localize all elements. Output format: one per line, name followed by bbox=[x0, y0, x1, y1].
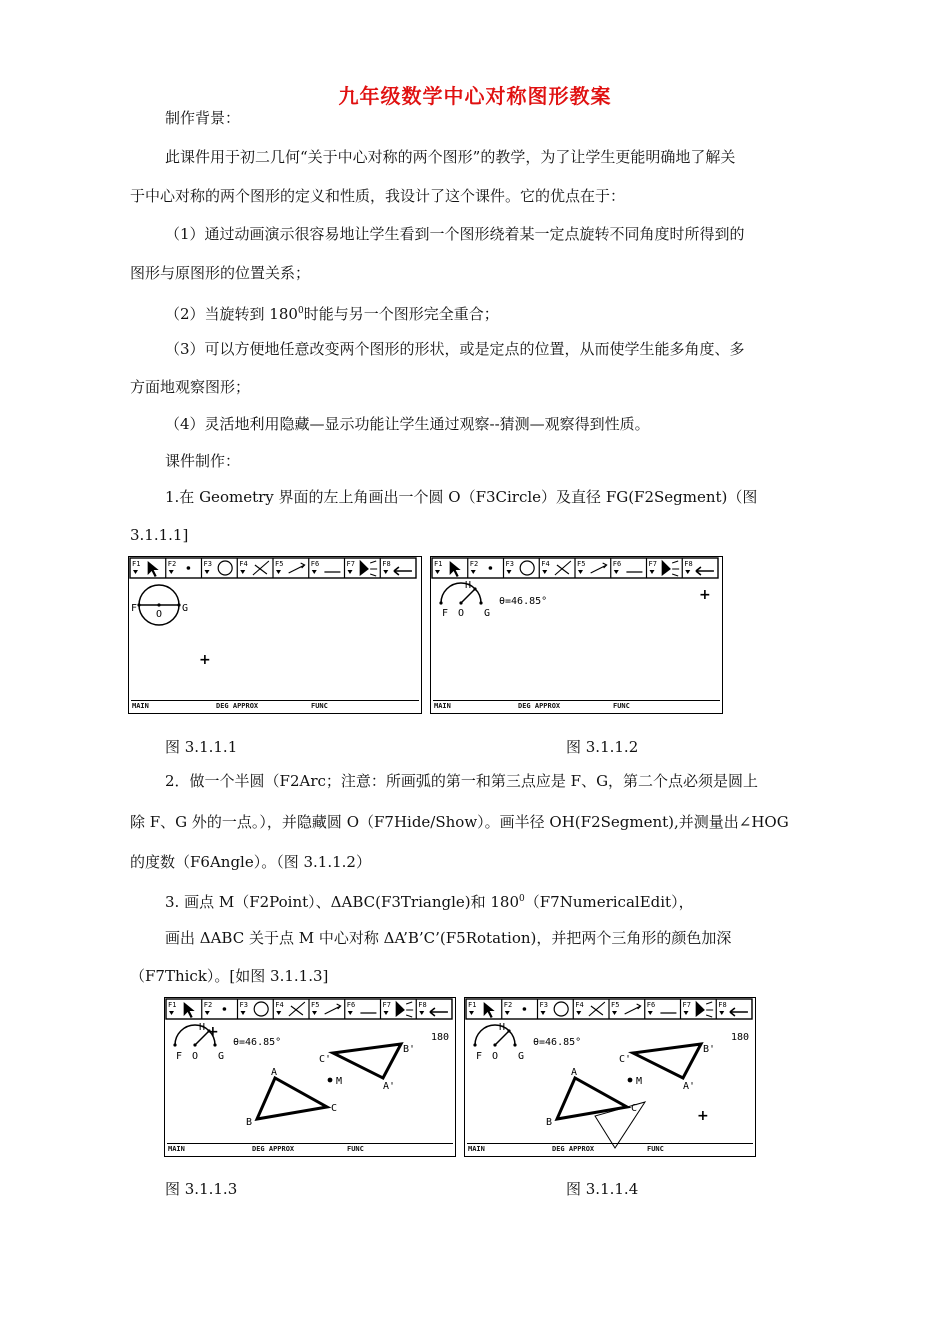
toolbar-key-f1[interactable]: F1 bbox=[132, 560, 141, 568]
toolbar-key-f8[interactable]: F8 bbox=[382, 560, 391, 568]
svg-text:H: H bbox=[465, 580, 472, 591]
svg-text:H: H bbox=[199, 1022, 206, 1033]
toolbar-key-f5[interactable]: F5 bbox=[275, 560, 284, 568]
pointer-icon bbox=[484, 1002, 495, 1018]
caption-fig1: 图 3.1.1.1 bbox=[165, 738, 238, 756]
svg-text:B: B bbox=[546, 1117, 553, 1128]
geometry-canvas-fig1 bbox=[129, 557, 420, 712]
svg-text:+: + bbox=[207, 1024, 219, 1040]
svg-text:B': B' bbox=[403, 1044, 416, 1055]
toolbar-key-f6[interactable]: F6 bbox=[612, 560, 622, 568]
toolbar-key-f8[interactable]: F8 bbox=[418, 1001, 427, 1009]
advantage-4: （4）灵活地利用隐藏—显示功能让学生通过观察--猜测—观察得到性质。 bbox=[165, 415, 650, 433]
svg-text:O: O bbox=[458, 608, 465, 619]
svg-text:B: B bbox=[246, 1117, 253, 1128]
svg-text:A: A bbox=[571, 1067, 578, 1078]
triangle-abc bbox=[257, 1078, 327, 1119]
document-title: 九年级数学中心对称图形教案 bbox=[338, 84, 612, 108]
toolbar-key-f7[interactable]: F7 bbox=[382, 1001, 391, 1009]
crosshair-cursor: + bbox=[199, 652, 211, 668]
svg-text:180: 180 bbox=[731, 1032, 750, 1043]
svg-text:O: O bbox=[492, 1051, 499, 1062]
section-heading-production: 课件制作： bbox=[165, 452, 241, 470]
svg-text:F: F bbox=[176, 1051, 183, 1062]
triangle-a2b2c2 bbox=[333, 1044, 401, 1078]
svg-text:G: G bbox=[218, 1051, 225, 1062]
calculator-screen-fig1: F1 F2 F3 F4 F5 F6 F7 F8 F O G + MAIN DEG APPROX FUNC bbox=[128, 556, 422, 714]
calculator-screen-fig4: F1 F2 F3 F4 F5 F6 F7 F8 H F O G θ=46.85° 180 M A B C A' B' C' + MAIN DEG APPROX FUNC bbox=[464, 997, 756, 1157]
svg-text:G: G bbox=[518, 1051, 525, 1062]
point-icon bbox=[187, 566, 191, 570]
circle-icon bbox=[218, 561, 232, 575]
pointer-icon bbox=[184, 1002, 195, 1018]
transformation-icon bbox=[591, 563, 607, 573]
label-o: O bbox=[156, 609, 163, 620]
svg-text:θ=46.85°: θ=46.85° bbox=[533, 1037, 582, 1048]
svg-text:H: H bbox=[499, 1022, 506, 1033]
pointer-icon bbox=[450, 561, 461, 577]
crosshair-cursor: + bbox=[699, 587, 711, 603]
svg-text:C: C bbox=[331, 1103, 338, 1114]
svg-text:θ=46.85°: θ=46.85° bbox=[233, 1037, 282, 1048]
construction-icon bbox=[253, 561, 269, 575]
step-1-line1: 1.在 Geometry 界面的左上角画出一个圆 O（F3Circle）及直径 FG(F2Segment)（图 bbox=[165, 488, 758, 506]
transformation-icon bbox=[289, 563, 305, 573]
step-3-line1: 3. 画点 M（F2Point）、ΔABC(F3Triangle)和 $180^0(F7NumericalEdit)$， bbox=[165, 893, 694, 911]
step-2-line2: 除 F、G 外的一点。），并隐藏圆 O（F7Hide/Show）。画半径 OH(F2Segment),并测量出∠HOG bbox=[130, 813, 789, 831]
step-3-line2: 画出 ΔABC 关于点 M 中心对称 ΔA’B’C’(F5Rotation)，并把两个三角形的颜色加深 bbox=[165, 929, 732, 947]
paragraph-intro-line2: 于中心对称的两个图形的定义和性质，我设计了这个课件。它的优点在于： bbox=[130, 187, 626, 205]
circle-icon bbox=[520, 561, 534, 575]
toolbar-key-f4[interactable]: F4 bbox=[239, 560, 248, 568]
step-1-line2: 3.1.1.1] bbox=[130, 526, 189, 544]
pointer-icon bbox=[148, 561, 159, 577]
crosshair-cursor: + bbox=[697, 1108, 709, 1124]
svg-text:F: F bbox=[476, 1051, 483, 1062]
advantage-2: （2）当旋转到 $180^0$时能与另一个图形完全重合； bbox=[165, 305, 499, 323]
svg-text:C': C' bbox=[319, 1054, 332, 1065]
toolbar-key-f3[interactable]: F3 bbox=[539, 1001, 548, 1009]
file-icon bbox=[696, 567, 714, 575]
step-2-line1: 2．做一个半圆（F2Arc；注意：所画弧的第一和第三点应是 F、G，第二个点必须是圆上 bbox=[165, 772, 759, 790]
calculator-screen-fig3: F1 F2 F3 F4 F5 F6 F7 F8 H + F O G θ=46.85° 180 M A B C A' B' C' MAIN DEG APPROX FUNC bbox=[164, 997, 456, 1157]
step-2-line3: 的度数（F6Angle）。（图 3.1.1.2） bbox=[130, 853, 371, 871]
advantage-3-line2: 方面地观察图形； bbox=[130, 378, 251, 396]
toolbar-key-f4[interactable]: F4 bbox=[575, 1001, 584, 1009]
section-heading-background: 制作背景： bbox=[165, 109, 241, 127]
point-icon bbox=[223, 1007, 227, 1011]
caption-fig2: 图 3.1.1.2 bbox=[566, 738, 639, 756]
transformation-icon bbox=[625, 1004, 641, 1014]
toolbar-key-f7[interactable]: F7 bbox=[682, 1001, 691, 1009]
toolbar-key-f8[interactable]: F8 bbox=[718, 1001, 727, 1009]
toolbar-key-f4[interactable]: F4 bbox=[275, 1001, 284, 1009]
point-icon bbox=[489, 566, 493, 570]
paragraph-intro-line1: 此课件用于初二几何“关于中心对称的两个图形”的教学，为了让学生更能明确地了解关 bbox=[165, 148, 736, 166]
toolbar-key-f2[interactable]: F2 bbox=[167, 560, 177, 568]
construction-icon bbox=[289, 1002, 305, 1016]
toolbar-key-f6[interactable]: F6 bbox=[646, 1001, 656, 1009]
construction-icon bbox=[555, 561, 571, 575]
toolbar-key-f7[interactable]: F7 bbox=[648, 560, 657, 568]
geometry-canvas-fig2 bbox=[431, 557, 721, 712]
geometry-canvas-fig3 bbox=[165, 998, 454, 1155]
toolbar-key-f3[interactable]: F3 bbox=[239, 1001, 248, 1009]
toolbar-key-f1[interactable]: F1 bbox=[168, 1001, 177, 1009]
file-icon bbox=[430, 1008, 448, 1016]
toolbar-key-f6[interactable]: F6 bbox=[310, 560, 320, 568]
svg-text:O: O bbox=[192, 1051, 199, 1062]
step-3-line3: （F7Thick）。[如图 3.1.1.3] bbox=[130, 967, 329, 985]
toolbar-key-f5[interactable]: F5 bbox=[611, 1001, 620, 1009]
toolbar-key-f5[interactable]: F5 bbox=[311, 1001, 320, 1009]
advantage-1-line2: 图形与原图形的位置关系； bbox=[130, 264, 311, 282]
toolbar-key-f4[interactable]: F4 bbox=[541, 560, 550, 568]
toolbar-key-f2[interactable]: F2 bbox=[503, 1001, 513, 1009]
advantage-3-line1: （3）可以方便地任意改变两个图形的形状，或是定点的位置，从而使学生能多角度、多 bbox=[165, 340, 745, 358]
toolbar-key-f1[interactable]: F1 bbox=[468, 1001, 477, 1009]
semicircle-arc bbox=[441, 583, 481, 603]
label-f: F bbox=[131, 603, 138, 614]
point-m bbox=[328, 1078, 333, 1083]
display-icon bbox=[360, 561, 377, 576]
geometry-canvas-fig4 bbox=[465, 998, 754, 1155]
numeric-180: 180 bbox=[431, 1032, 450, 1043]
caption-fig4: 图 3.1.1.4 bbox=[566, 1180, 639, 1198]
svg-text:F: F bbox=[442, 608, 449, 619]
display-icon bbox=[696, 1002, 713, 1017]
toolbar-key-f3[interactable]: F3 bbox=[505, 560, 514, 568]
circle-icon bbox=[254, 1002, 268, 1016]
toolbar-key-f8[interactable]: F8 bbox=[684, 560, 693, 568]
svg-text:G: G bbox=[484, 608, 491, 619]
toolbar-key-f3[interactable]: F3 bbox=[203, 560, 212, 568]
svg-text:C': C' bbox=[619, 1054, 632, 1065]
display-icon bbox=[662, 561, 679, 576]
caption-fig3: 图 3.1.1.3 bbox=[165, 1180, 238, 1198]
svg-text:M: M bbox=[636, 1076, 643, 1087]
advantage-1-line1: （1）通过动画演示很容易地让学生看到一个图形绕着某一定点旋转不同角度时所得到的 bbox=[165, 225, 745, 243]
toolbar-key-f1[interactable]: F1 bbox=[434, 560, 443, 568]
construction-icon bbox=[589, 1002, 605, 1016]
calculator-screen-fig2: F1 F2 F3 F4 F5 F6 F7 F8 H F O G θ=46.85° + MAIN DEG APPROX FUNC bbox=[430, 556, 723, 714]
svg-text:A': A' bbox=[683, 1081, 696, 1092]
radius-oh bbox=[461, 589, 475, 603]
svg-text:A: A bbox=[271, 1067, 278, 1078]
toolbar-key-f6[interactable]: F6 bbox=[346, 1001, 356, 1009]
circle-icon bbox=[554, 1002, 568, 1016]
svg-text:C: C bbox=[631, 1103, 638, 1114]
label-g: G bbox=[182, 603, 189, 614]
toolbar-key-f2[interactable]: F2 bbox=[203, 1001, 213, 1009]
transformation-icon bbox=[325, 1004, 341, 1014]
svg-text:B': B' bbox=[703, 1044, 716, 1055]
toolbar-key-f7[interactable]: F7 bbox=[346, 560, 355, 568]
file-icon bbox=[394, 567, 412, 575]
file-icon bbox=[730, 1008, 748, 1016]
angle-readout: θ=46.85° bbox=[499, 596, 548, 607]
display-icon bbox=[396, 1002, 413, 1017]
rotating-triangle bbox=[595, 1102, 645, 1148]
toolbar-key-f5[interactable]: F5 bbox=[577, 560, 586, 568]
toolbar-key-f2[interactable]: F2 bbox=[469, 560, 479, 568]
svg-text:M: M bbox=[336, 1076, 343, 1087]
point-icon bbox=[523, 1007, 527, 1011]
svg-text:A': A' bbox=[383, 1081, 396, 1092]
